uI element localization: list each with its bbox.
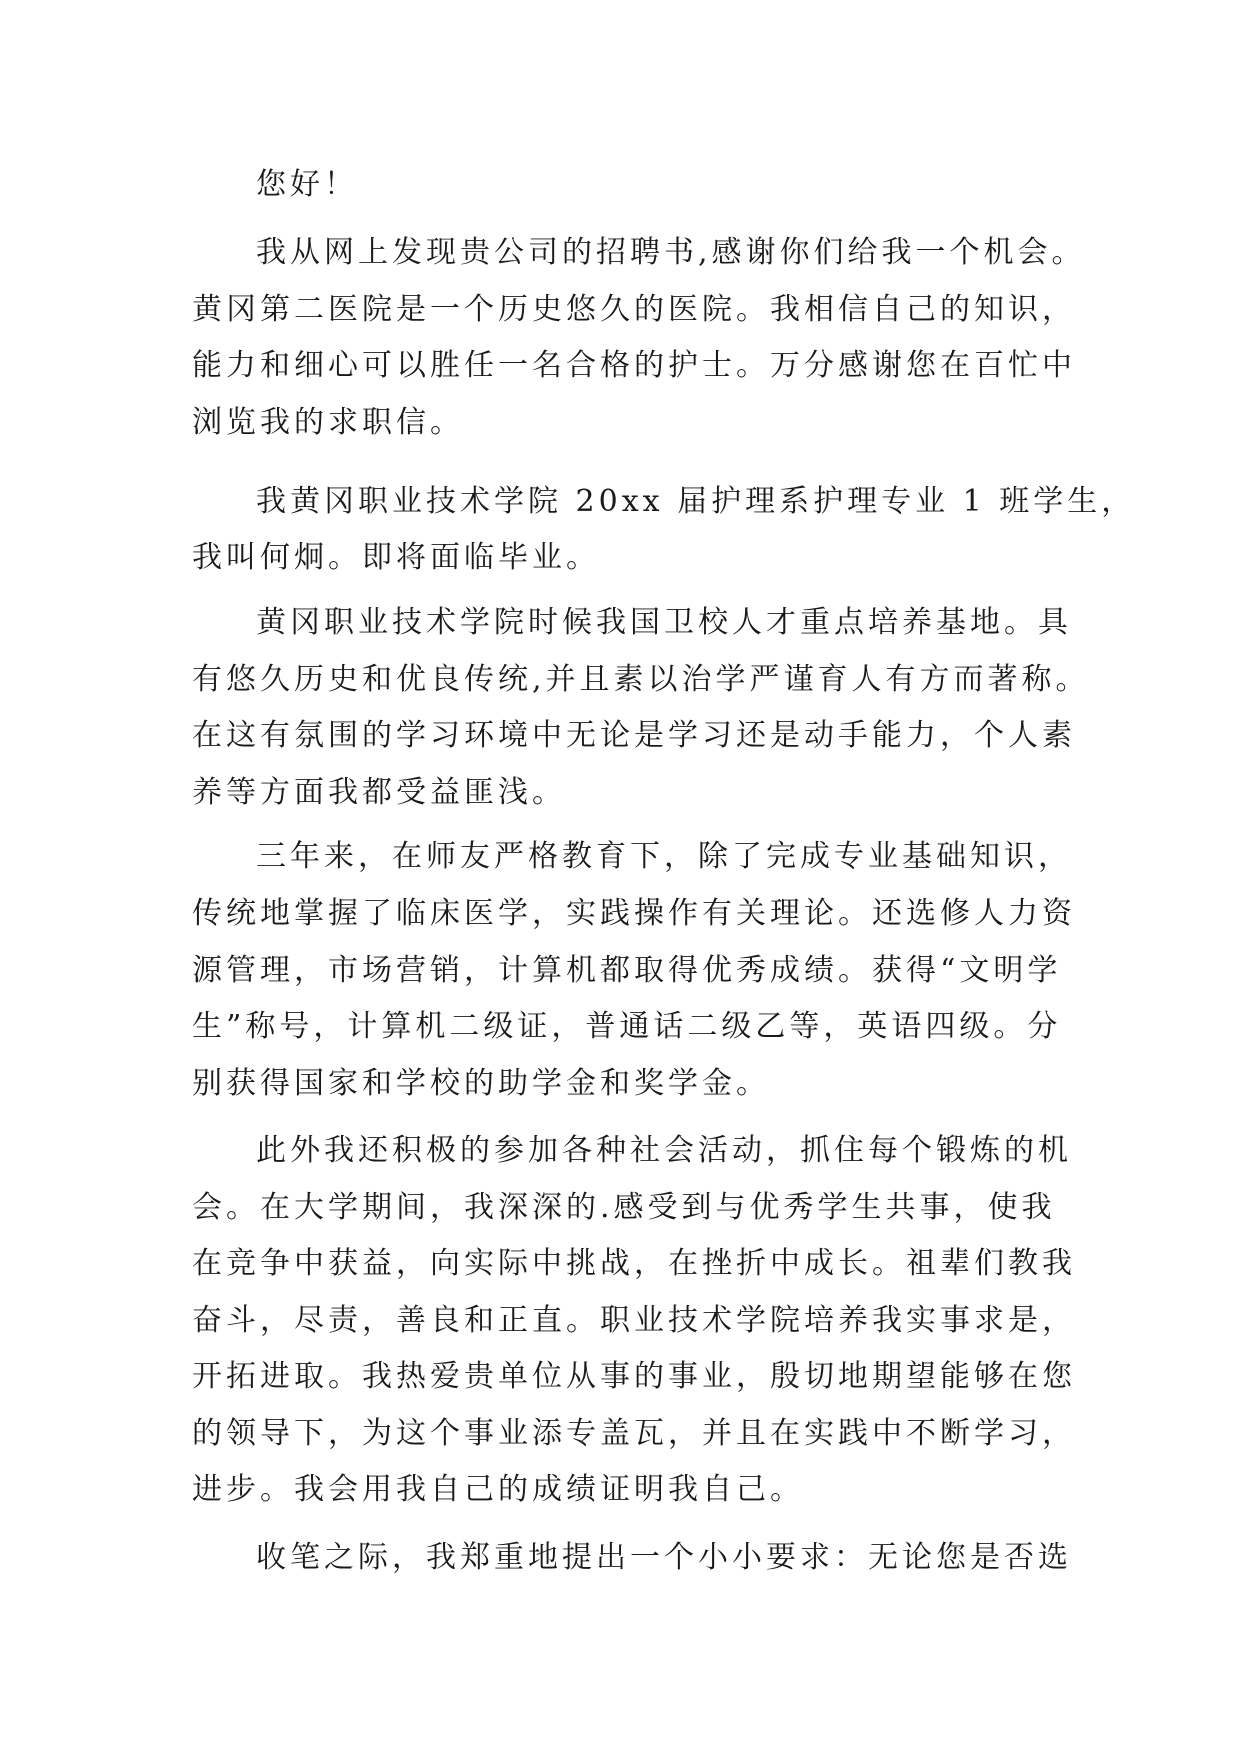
- paragraph-4-line-3: 源管理，市场营销，计算机都取得优秀成绩。获得“文明学: [192, 953, 1062, 988]
- paragraph-5-line-2: 会。在大学期间，我深深的.感受到与优秀学生共事，使我: [192, 1190, 1056, 1225]
- paragraph-4-line-1: 三年来，在师友严格教育下，除了完成专业基础知识，: [256, 839, 1072, 874]
- paragraph-5-line-5: 开拓进取。我热爱贵单位从事的事业，殷切地期望能够在您: [192, 1359, 1076, 1394]
- paragraph-1-line-2: 黄冈第二医院是一个历史悠久的医院。我相信自己的知识，: [192, 292, 1076, 327]
- paragraph-6-line-1: 收笔之际，我郑重地提出一个小小要求：无论您是否选: [256, 1540, 1072, 1575]
- paragraph-5-line-4: 奋斗，尽责，善良和正直。职业技术学院培养我实事求是，: [192, 1303, 1076, 1338]
- paragraph-3-line-1: 黄冈职业技术学院时候我国卫校人才重点培养基地。具: [256, 605, 1072, 640]
- paragraph-4-line-2: 传统地掌握了临床医学，实践操作有关理论。还选修人力资: [192, 896, 1076, 931]
- paragraph-5-line-1: 此外我还积极的参加各种社会活动，抓住每个锻炼的机: [256, 1133, 1072, 1168]
- paragraph-5-line-3: 在竞争中获益，向实际中挑战，在挫折中成长。祖辈们教我: [192, 1246, 1076, 1281]
- paragraph-4-line-4: 生”称号，计算机二级证，普通话二级乙等，英语四级。分: [192, 1009, 1062, 1044]
- paragraph-2-line-2: 我叫何炯。即将面临毕业。: [192, 540, 600, 575]
- paragraph-3-line-2: 有悠久历史和优良传统,并且素以治学严谨育人有方而著称。: [192, 662, 1090, 697]
- paragraph-1-line-3: 能力和细心可以胜任一名合格的护士。万分感谢您在百忙中: [192, 348, 1076, 383]
- paragraph-2-line-1: 我黄冈职业技术学院 20xx 届护理系护理专业 1 班学生，: [256, 484, 1136, 519]
- paragraph-3-line-3: 在这有氛围的学习环境中无论是学习还是动手能力，个人素: [192, 718, 1076, 753]
- paragraph-5-line-6: 的领导下，为这个事业添专盖瓦，并且在实践中不断学习，: [192, 1416, 1076, 1451]
- paragraph-5-line-7: 进步。我会用我自己的成绩证明我自己。: [192, 1472, 804, 1507]
- greeting-line: 您好！: [256, 167, 358, 202]
- paragraph-4-line-5: 别获得国家和学校的助学金和奖学金。: [192, 1066, 770, 1101]
- paragraph-1-line-1: 我从网上发现贵公司的招聘书,感谢你们给我一个机会。: [256, 235, 1086, 270]
- paragraph-3-line-4: 养等方面我都受益匪浅。: [192, 775, 566, 810]
- paragraph-1-line-4: 浏览我的求职信。: [192, 405, 464, 440]
